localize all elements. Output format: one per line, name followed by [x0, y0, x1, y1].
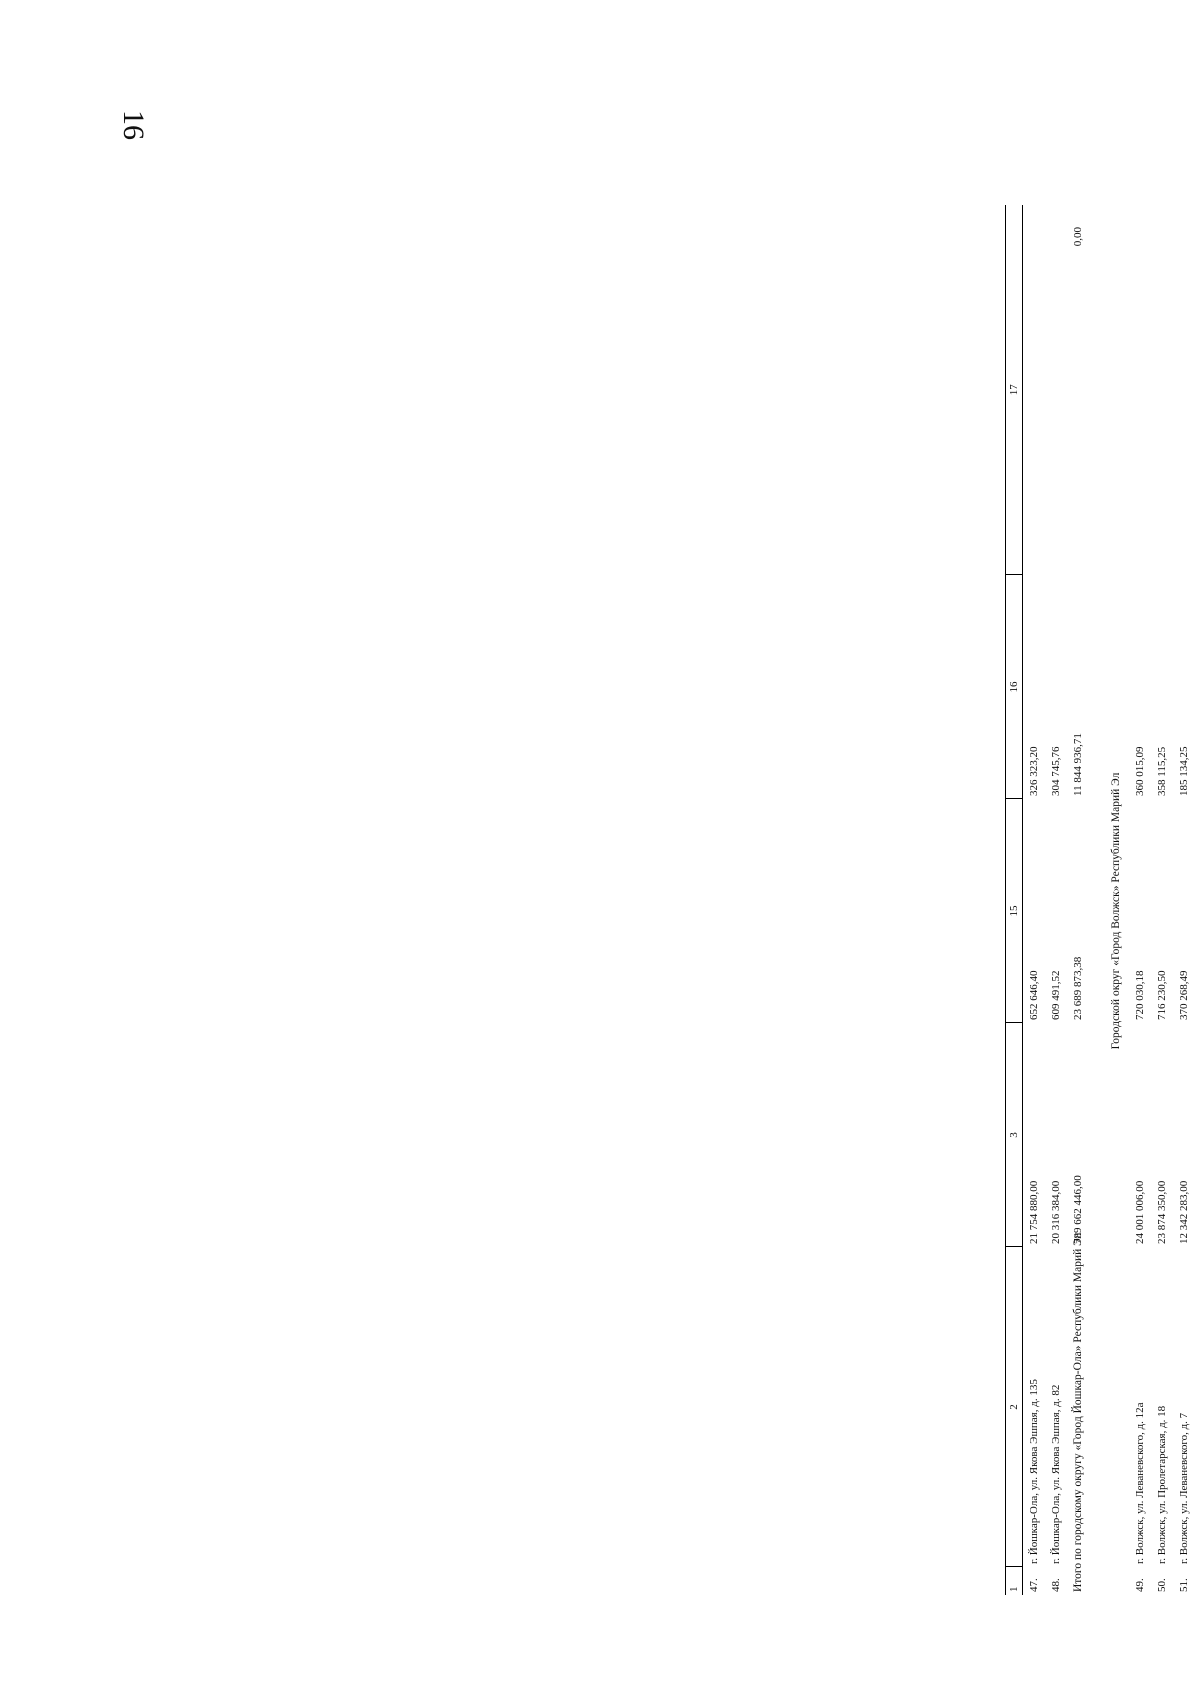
- rotated-table-sheet: [1005, 205, 1200, 1595]
- row-number: [1195, 1567, 1200, 1595]
- table-body: [1023, 205, 1200, 1595]
- row-col-3: 23 874 350,00: [1156, 1180, 1168, 1244]
- header-col-1: 1: [1006, 1567, 1023, 1595]
- empty-cell: [1103, 205, 1129, 575]
- spacer-row: [1089, 205, 1103, 1595]
- header-col-17: 17: [1006, 205, 1023, 575]
- row-col-3: 21 754 880,00: [1028, 1180, 1040, 1244]
- row-col-3: 24 001 006,00: [1134, 1180, 1146, 1244]
- row-col-17: [1129, 205, 1151, 575]
- row-col-15: 720 030,18: [1134, 970, 1146, 1020]
- row-col-3: [1195, 1023, 1200, 1247]
- row-col-17: [1151, 205, 1173, 575]
- row-col-15: 370 268,49: [1178, 970, 1190, 1020]
- page-number: 16: [117, 110, 150, 140]
- total-label: Итого по городскому округу «Город Йошкар-Ола» Республики Марий Эл: [1072, 1232, 1084, 1592]
- table-row: [1151, 205, 1173, 1595]
- data-table: [1005, 205, 1200, 1595]
- row-col-16: [1195, 575, 1200, 799]
- row-col-16: 304 745,76: [1050, 746, 1062, 796]
- row-number: 51.: [1178, 1578, 1190, 1592]
- empty-cell: [1103, 1247, 1129, 1595]
- header-col-16: 16: [1006, 575, 1023, 799]
- table-row: [1023, 205, 1046, 1595]
- section-heading-row: [1103, 205, 1129, 1595]
- row-address: г. Йошкар-Ола, ул. Яковa Эшпая, д. 82: [1050, 1384, 1062, 1564]
- row-address: г. Волжск, ул. Леваневского, д. 12а: [1134, 1402, 1146, 1564]
- header-col-3: 3: [1006, 1023, 1023, 1247]
- row-col-17: [1195, 205, 1200, 575]
- total-col-3: 789 662 446,00: [1072, 1175, 1084, 1244]
- row-col-15: 716 230,50: [1156, 970, 1168, 1020]
- row-number: 48.: [1050, 1578, 1062, 1592]
- total-col-15: 23 689 873,38: [1072, 956, 1084, 1020]
- spacer-cell: [1089, 205, 1103, 1595]
- row-col-17: [1045, 205, 1067, 575]
- row-col-3: 20 316 384,00: [1050, 1180, 1062, 1244]
- row-col-17: [1173, 205, 1195, 575]
- row-col-16: 360 015,09: [1134, 746, 1146, 796]
- row-col-16: 358 115,25: [1156, 746, 1168, 796]
- row-address: г. Йошкар-Ола, ул. Яковa Эшпая, д. 135: [1028, 1379, 1040, 1564]
- row-number: 50.: [1156, 1578, 1168, 1592]
- row-col-15: [1195, 799, 1200, 1023]
- row-number: 47.: [1028, 1578, 1040, 1592]
- total-col-16: 11 844 936,71: [1072, 733, 1084, 796]
- section-heading: Городской округ «Город Волжск» Республики Марий Эл: [1110, 772, 1122, 1050]
- header-col-15: 15: [1006, 799, 1023, 1023]
- row-address: г. Волжск, ул. Леваневского, д. 7: [1178, 1412, 1190, 1564]
- header-col-2: 2: [1006, 1247, 1023, 1567]
- row-address: [1195, 1247, 1200, 1567]
- row-col-15: 609 491,52: [1050, 970, 1062, 1020]
- total-col-17: 0,00: [1072, 227, 1084, 247]
- row-col-16: 185 134,25: [1178, 746, 1190, 796]
- row-col-16: 326 323,20: [1028, 746, 1040, 796]
- column-number-header: [1006, 205, 1023, 1595]
- total-row: [1067, 205, 1089, 1595]
- table-row: [1045, 205, 1067, 1595]
- table-row: [1195, 205, 1200, 1595]
- row-col-3: 12 342 283,00: [1178, 1180, 1190, 1244]
- table-row: [1129, 205, 1151, 1595]
- table-row: [1173, 205, 1195, 1595]
- row-col-15: 652 646,40: [1028, 970, 1040, 1020]
- row-address: г. Волжск, ул. Пролетарская, д. 18: [1156, 1405, 1168, 1564]
- row-col-17: [1023, 205, 1046, 575]
- row-number: 49.: [1134, 1578, 1146, 1592]
